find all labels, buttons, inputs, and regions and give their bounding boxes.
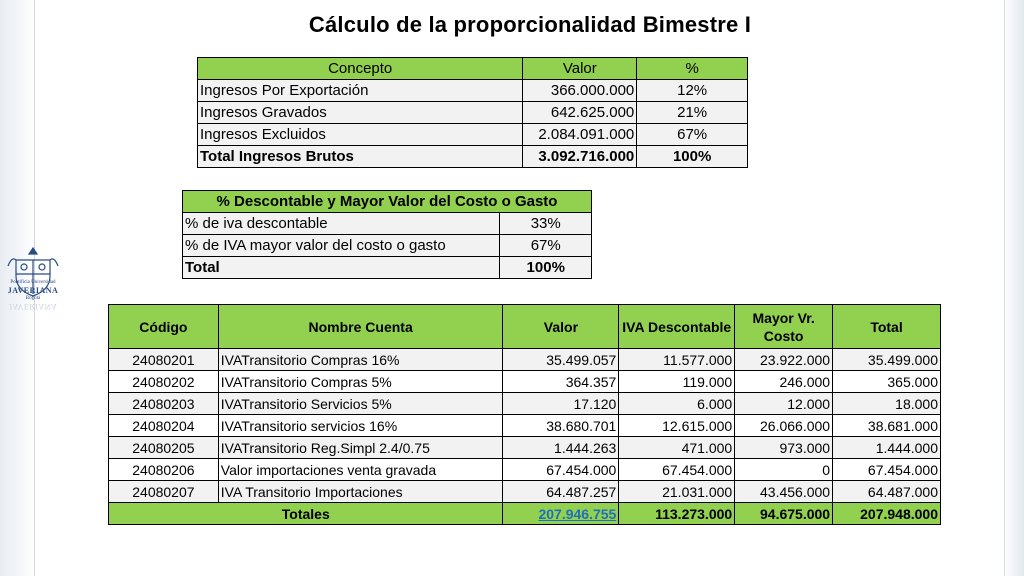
cell-total: 365.000	[833, 371, 941, 393]
table-row	[198, 80, 748, 102]
header-nombre-cuenta: Nombre Cuenta	[218, 305, 503, 349]
table-header-row	[109, 305, 941, 349]
cell-mayor: 973.000	[735, 437, 833, 459]
cell-iva: 119.000	[619, 371, 735, 393]
table-row	[183, 235, 592, 257]
cell-total-total: 207.948.000	[833, 503, 941, 525]
header-concepto: Concepto	[198, 58, 523, 80]
cell-percent: 33%	[500, 213, 592, 235]
cell-total: 35.499.000	[833, 349, 941, 371]
cell-codigo: 24080203	[109, 393, 219, 415]
cell-totales-label: Totales	[109, 503, 503, 525]
logo-line-2: JAVERIANA	[7, 286, 59, 295]
cell-percent: 21%	[637, 102, 748, 124]
page-title: Cálculo de la proporcionalidad Bimestre I	[308, 12, 752, 37]
cell-codigo: 24080202	[109, 371, 219, 393]
cell-nombre: IVATransitorio Servicios 5%	[218, 393, 503, 415]
accounts-table	[108, 304, 941, 525]
descontable-table	[182, 190, 592, 279]
cell-total: 38.681.000	[833, 415, 941, 437]
cell-valor: 17.120	[503, 393, 619, 415]
cell-valor: 642.625.000	[523, 102, 637, 124]
cell-valor: 3.092.716.000	[523, 146, 637, 168]
header-codigo: Código	[109, 305, 219, 349]
header-percent: %	[637, 58, 748, 80]
cell-iva: 67.454.000	[619, 459, 735, 481]
header-valor: Valor	[523, 58, 637, 80]
table-row	[198, 124, 748, 146]
cell-valor: 64.487.257	[503, 481, 619, 503]
total-valor-link[interactable]: 207.946.755	[538, 505, 617, 522]
cell-mayor: 246.000	[735, 371, 833, 393]
cell-iva: 11.577.000	[619, 349, 735, 371]
cell-mayor: 43.456.000	[735, 481, 833, 503]
cell-valor: 366.000.000	[523, 80, 637, 102]
cell-label: % de iva descontable	[183, 213, 500, 235]
cell-iva: 6.000	[619, 393, 735, 415]
cell-total: 1.444.000	[833, 437, 941, 459]
cell-percent: 67%	[500, 235, 592, 257]
cell-nombre: IVATransitorio Reg.Simpl 2.4/0.75	[218, 437, 503, 459]
cell-valor: 35.499.057	[503, 349, 619, 371]
cell-codigo: 24080204	[109, 415, 219, 437]
cell-label: Total	[183, 257, 500, 279]
cell-percent: 12%	[637, 80, 748, 102]
cell-total: 64.487.000	[833, 481, 941, 503]
cell-nombre: IVA Transitorio Importaciones	[218, 481, 503, 503]
right-decorative-band	[1004, 0, 1024, 576]
table-row	[183, 213, 592, 235]
cell-mayor: 0	[735, 459, 833, 481]
cell-nombre: IVATransitorio Compras 16%	[218, 349, 503, 371]
cell-valor: 1.444.263	[503, 437, 619, 459]
table-header-row	[183, 191, 592, 213]
table-row	[109, 371, 941, 393]
cell-percent: 67%	[637, 124, 748, 146]
table-row	[109, 393, 941, 415]
cell-concepto: Total Ingresos Brutos	[198, 146, 523, 168]
cell-total: 67.454.000	[833, 459, 941, 481]
cell-concepto: Ingresos Por Exportación	[198, 80, 523, 102]
logo-line-3: Bogotá	[25, 296, 41, 301]
right-band-edge	[1004, 0, 1005, 576]
header-mayor-costo: Mayor Vr. Costo	[735, 305, 833, 349]
total-row	[183, 257, 592, 279]
table-row	[109, 437, 941, 459]
cell-percent: 100%	[500, 257, 592, 279]
cell-valor: 67.454.000	[503, 459, 619, 481]
table-row	[109, 415, 941, 437]
header-valor: Valor	[503, 305, 619, 349]
cell-total-iva: 113.273.000	[619, 503, 735, 525]
cell-iva: 471.000	[619, 437, 735, 459]
logo-reflection: JAVERIANA	[8, 302, 58, 311]
cell-codigo: 24080206	[109, 459, 219, 481]
cell-codigo: 24080201	[109, 349, 219, 371]
cell-total: 18.000	[833, 393, 941, 415]
cell-concepto: Ingresos Excluidos	[198, 124, 523, 146]
table-row	[109, 349, 941, 371]
cell-codigo: 24080205	[109, 437, 219, 459]
cell-concepto: Ingresos Gravados	[198, 102, 523, 124]
cell-percent: 100%	[637, 146, 748, 168]
cell-valor: 364.357	[503, 371, 619, 393]
cell-valor: 2.084.091.000	[523, 124, 637, 146]
cell-mayor: 23.922.000	[735, 349, 833, 371]
cell-iva: 12.615.000	[619, 415, 735, 437]
header-iva-descontable: IVA Descontable	[619, 305, 735, 349]
logo-line-1: Pontificia Universidad	[10, 280, 56, 285]
cell-iva: 21.031.000	[619, 481, 735, 503]
income-proportion-table	[197, 57, 748, 168]
header-descontable: % Descontable y Mayor Valor del Costo o Gasto	[183, 191, 592, 213]
university-logo-text	[2, 280, 64, 311]
cell-codigo: 24080207	[109, 481, 219, 503]
cell-nombre: Valor importaciones venta gravada	[218, 459, 503, 481]
table-row	[198, 102, 748, 124]
cell-mayor: 12.000	[735, 393, 833, 415]
cell-total-mayor: 94.675.000	[735, 503, 833, 525]
cell-total-valor[interactable]	[503, 503, 619, 525]
cell-valor: 38.680.701	[503, 415, 619, 437]
cell-label: % de IVA mayor valor del costo o gasto	[183, 235, 500, 257]
header-total: Total	[833, 305, 941, 349]
cell-nombre: IVATransitorio servicios 16%	[218, 415, 503, 437]
table-row	[109, 459, 941, 481]
total-row	[198, 146, 748, 168]
table-header-row	[198, 58, 748, 80]
cell-nombre: IVATransitorio Compras 5%	[218, 371, 503, 393]
table-row	[109, 481, 941, 503]
totals-row	[109, 503, 941, 525]
cell-mayor: 26.066.000	[735, 415, 833, 437]
